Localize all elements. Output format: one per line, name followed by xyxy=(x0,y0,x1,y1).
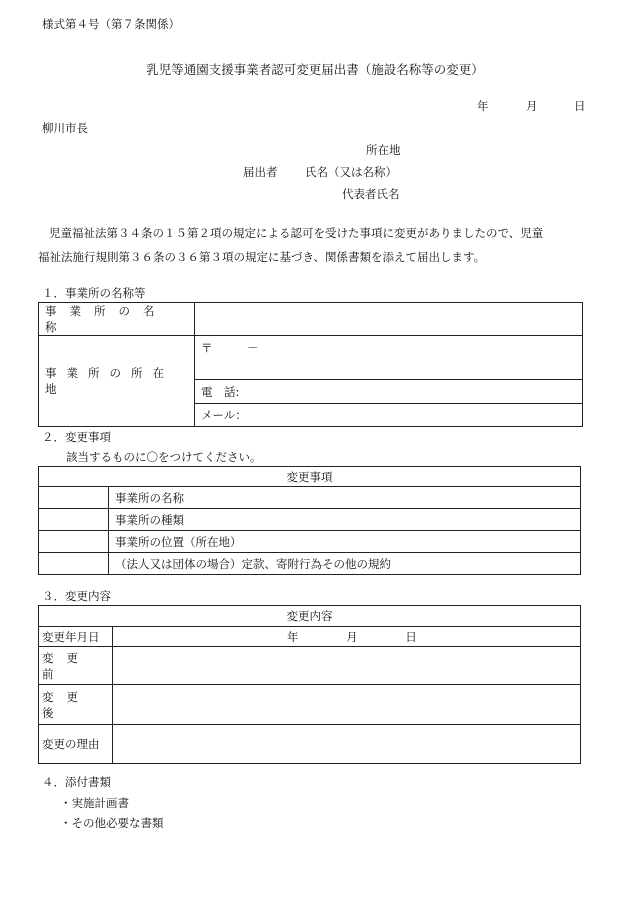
change-item-mark-cell[interactable] xyxy=(39,509,109,531)
change-date-year: 年 xyxy=(287,629,299,644)
postal-code-mark: 〒 － xyxy=(201,341,259,355)
change-item-mark-cell[interactable] xyxy=(39,487,109,509)
change-date-day: 日 xyxy=(405,629,417,644)
declaration-line-2: 福祉法施行規則第３６条の３６第３項の規定に基づき、関係書類を添えて届出します。 xyxy=(38,250,486,264)
before-change-field[interactable] xyxy=(113,647,581,685)
addressee: 柳川市長 xyxy=(42,121,88,135)
after-change-label: 変更後 xyxy=(39,685,113,725)
change-reason-field[interactable] xyxy=(113,725,581,764)
representative-label: 代表者氏名 xyxy=(342,187,400,201)
phone-field[interactable] xyxy=(195,380,583,404)
change-item-articles: （法人又は団体の場合）定款、寄附行為その他の規約 xyxy=(109,553,581,575)
applicant-role-label: 届出者 xyxy=(243,165,278,179)
facility-name-field[interactable] xyxy=(195,303,583,336)
declaration-text xyxy=(38,221,586,269)
change-reason-label: 変更の理由 xyxy=(39,725,113,764)
after-change-field[interactable] xyxy=(113,685,581,725)
change-item-facility-type: 事業所の種類 xyxy=(109,509,581,531)
change-date-month: 月 xyxy=(346,629,358,644)
change-details-table xyxy=(38,605,581,764)
change-details-header: 変更内容 xyxy=(39,606,581,627)
change-date-field[interactable] xyxy=(113,627,581,647)
facility-address-label: 事業所の所在地 xyxy=(39,336,195,427)
attachment-item: ・実施計画書 xyxy=(60,796,129,810)
section4-heading: ４．添付書類 xyxy=(42,775,111,789)
date-month-label: 月 xyxy=(526,99,538,113)
change-item-mark-cell[interactable] xyxy=(39,531,109,553)
declaration-line-1: 児童福祉法第３４条の１５第２項の規定による認可を受けた事項に変更がありましたので、児童 xyxy=(49,226,544,240)
change-item-facility-name: 事業所の名称 xyxy=(109,487,581,509)
section3-heading: ３．変更内容 xyxy=(42,589,111,603)
change-item-mark-cell[interactable] xyxy=(39,553,109,575)
change-items-header: 変更事項 xyxy=(39,467,581,487)
section1-heading: １．事業所の名称等 xyxy=(42,286,146,300)
date-day-label: 日 xyxy=(574,99,586,113)
page-title: 乳児等通園支援事業者認可変更届出書（施設名称等の変更） xyxy=(146,62,484,77)
facility-address-field[interactable] xyxy=(195,336,583,380)
section2-heading: ２．変更事項 xyxy=(42,430,111,444)
form-number: 様式第４号（第７条関係） xyxy=(42,17,180,31)
facility-info-table xyxy=(38,302,583,427)
attachment-item: ・その他必要な書類 xyxy=(60,816,164,830)
phone-label: 電 話: xyxy=(201,384,240,399)
email-field[interactable] xyxy=(195,404,583,427)
change-item-facility-location: 事業所の位置（所在地） xyxy=(109,531,581,553)
applicant-name-label: 氏名（又は名称） xyxy=(305,165,397,179)
facility-name-label: 事業所の名称 xyxy=(39,303,195,336)
location-label: 所在地 xyxy=(366,143,401,157)
before-change-label: 変更前 xyxy=(39,647,113,685)
date-year-label: 年 xyxy=(477,99,489,113)
change-date-label: 変更年月日 xyxy=(39,627,113,647)
section2-instruction: 該当するものに〇をつけてください。 xyxy=(66,450,262,464)
change-items-table xyxy=(38,466,581,575)
email-label: メール： xyxy=(201,408,247,422)
